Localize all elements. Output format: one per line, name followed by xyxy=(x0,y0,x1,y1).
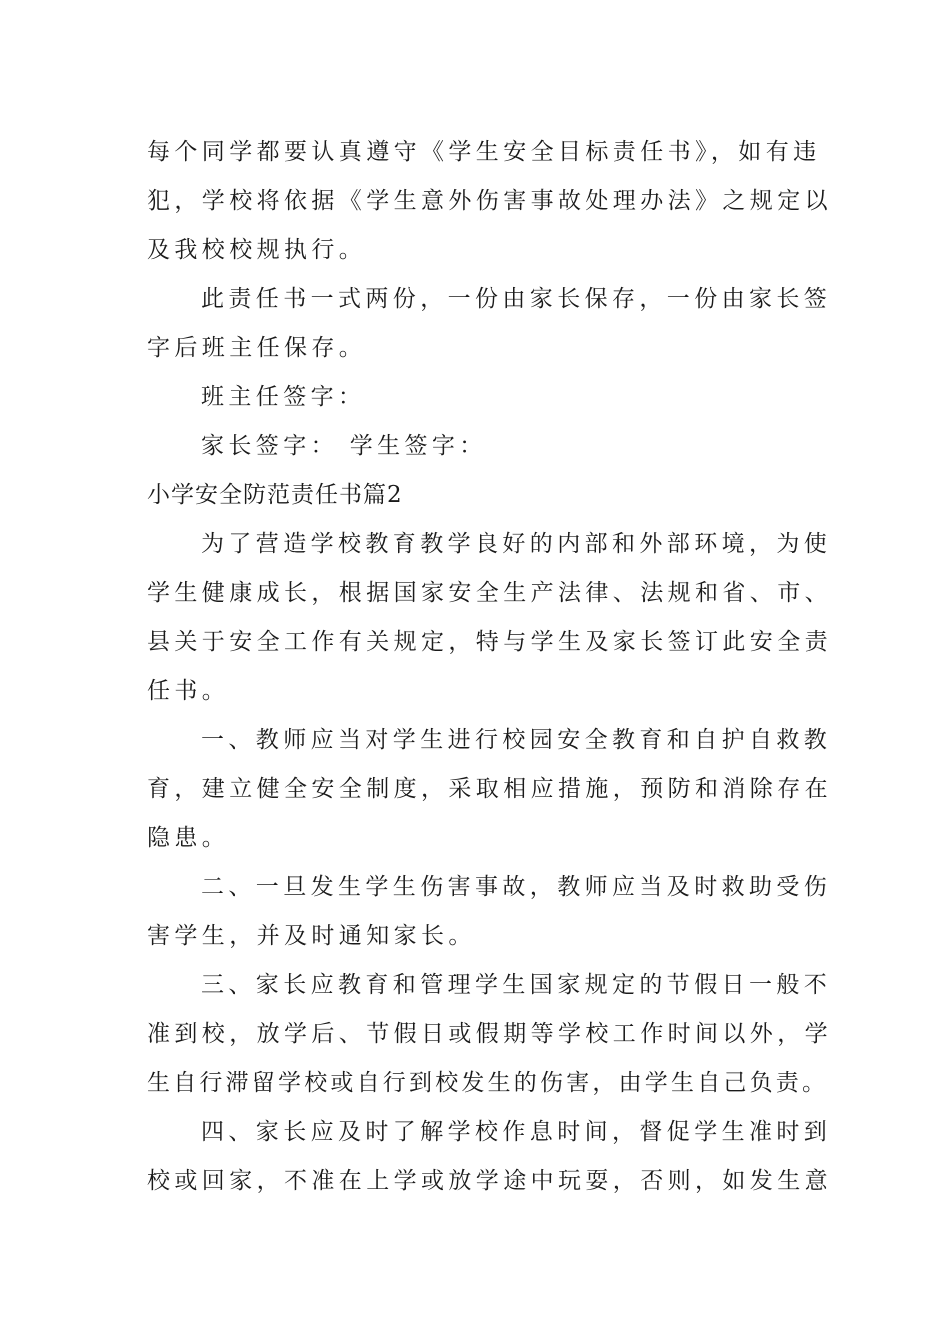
text-line: 及我校校规执行。 xyxy=(147,237,367,263)
text-line: 每个同学都要认真遵守《学生安全目标责任书》，如有违 xyxy=(147,139,821,165)
text-line: 字后班主任保存。 xyxy=(147,335,367,361)
text-line: 为了营造学校教育教学良好的内部和外部环境，为使 xyxy=(201,531,832,557)
text-line: 学生健康成长，根据国家安全生产法律、法规和省、市、 xyxy=(147,580,832,606)
text-line: 二、一旦发生学生伤害事故，教师应当及时救助受伤 xyxy=(201,874,832,900)
text-line: 县关于安全工作有关规定，特与学生及家长签订此安全责 xyxy=(147,629,832,655)
text-line: 犯，学校将依据《学生意外伤害事故处理办法》之规定以 xyxy=(147,188,832,214)
text-line: 育，建立健全安全制度，采取相应措施，预防和消除存在 xyxy=(147,776,832,802)
text-line: 四、家长应及时了解学校作息时间，督促学生准时到 xyxy=(201,1119,832,1145)
text-line: 准到校，放学后、节假日或假期等学校工作时间以外，学 xyxy=(147,1021,832,1047)
signature-parent-student-line: 家长签字： 学生签字： xyxy=(201,433,487,459)
text-line: 一、教师应当对学生进行校园安全教育和自护自救教 xyxy=(201,727,832,753)
text-line: 校或回家，不准在上学或放学途中玩耍，否则，如发生意 xyxy=(147,1168,832,1194)
section-heading: 小学安全防范责任书篇2 xyxy=(147,482,403,508)
text-line: 害学生，并及时通知家长。 xyxy=(147,923,476,949)
text-line: 隐患。 xyxy=(147,825,230,851)
document-body xyxy=(147,128,832,1206)
text-line: 生自行滞留学校或自行到校发生的伤害，由学生自己负责。 xyxy=(147,1070,829,1096)
signature-teacher-line: 班主任签字： xyxy=(201,384,366,410)
text-line: 任书。 xyxy=(147,678,230,704)
text-line: 此责任书一式两份，一份由家长保存，一份由家长签 xyxy=(201,286,832,312)
text-line: 三、家长应教育和管理学生国家规定的节假日一般不 xyxy=(201,972,832,998)
